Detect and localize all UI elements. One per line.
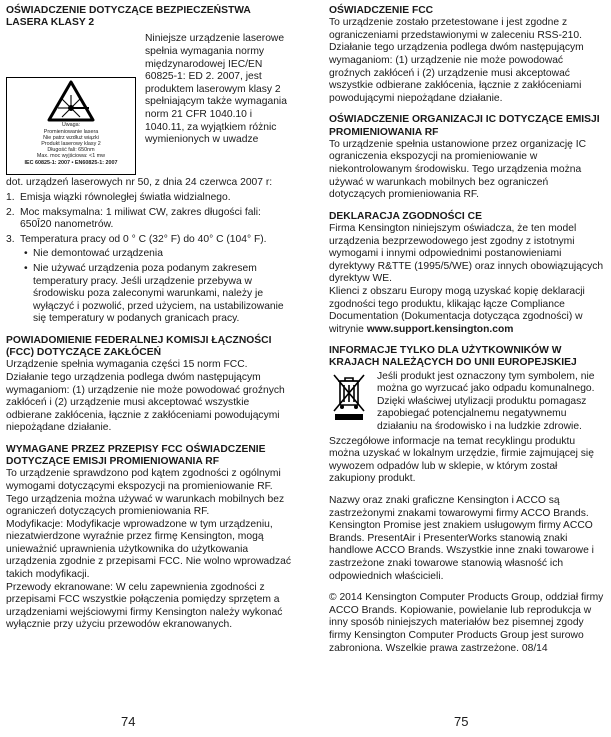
rf-exposure-p1: To urządzenie sprawdzono pod kątem zgodności z ogólnymi wymogami dotyczącymi ekspozycji na promieniowanie RF. Tego urządzenia można używać w warunkach mobilnych bez ograniczeń dotyczących promieniowania RF.: [6, 468, 285, 518]
trademarks-text: Nazwy oraz znaki graficzne Kensington i ACCO są zastrzeżonymi znakami towarowymi firmy ACCO Brands. Kensington Promise jest znakiem usługowym firmy ACCO Brands. PresentAir i PresenterWorks stanowią znaki handlowe ACCO Brands. Wszystkie inne znaki towarowe i zastrzeżone znaki towarowe stanowią własność ich odpowiednich właścicieli.: [329, 495, 594, 582]
bullet-text: Nie używać urządzenia poza podanym zakresem temperatury pracy. Jeśli urządzenie przebywa w środowisku poza zaleconymi warunkami, należy je wyłączyć i pozwolić, przed użyciem, na ustabilizowanie się temperatury w podanych granicach pracy.: [33, 262, 284, 325]
laser-continuation: dot. urządzeń laserowych nr 50, z dnia 24 czerwca 2007 r:: [6, 177, 273, 189]
list-item: [6, 192, 291, 205]
laser-safety-title: OŚWIADCZENIE DOTYCZĄCE BEZPIECZEŃSTWA LASERA KLASY 2: [6, 5, 251, 29]
bullet-text: Nie demontować urządzenia: [33, 248, 163, 260]
label-line: IEC 60825-1: 2007 • EN60825-1: 2007: [24, 159, 118, 166]
laser-hazard-icon: [47, 80, 95, 122]
item-number: 1.: [6, 192, 15, 203]
bullet-dot: •: [24, 248, 28, 260]
laser-block: [6, 33, 291, 178]
ce-p2-text: Klienci z obszaru Europy mogą uzyskać kopię deklaracji zgodności tego produktu, klikając łącze Compliance Documentation (Dokumentacja dotycząca zgodności) w witrynie: [329, 285, 585, 335]
item-number: 2.: [6, 206, 15, 218]
laser-bullet-list: [20, 248, 291, 326]
fcc-interference-title: POWIADOMIENIE FEDERALNEJ KOMISJI ŁĄCZNOŚCI (FCC) DOTYCZĄCE ZAKŁÓCEŃ: [6, 334, 272, 359]
rf-exposure-title: WYMAGANE PRZEZ PRZEPISY FCC OŚWIADCZENIE DOTYCZĄCE EMISJI PROMIENIOWANIA RF: [6, 443, 266, 468]
ce-title: DEKLARACJA ZGODNOŚCI CE: [329, 210, 482, 222]
item-number: 3.: [6, 233, 15, 245]
ce-p1: Firma Kensington niniejszym oświadcza, że ten model urządzenia bezprzewodowego jest zgodny z istotnymi wymogami i innymi odpowiednimi postanowieniami dyrektywy R&TTE (1995/5/WE) oraz innych obowiązujących dyrektyw WE.: [329, 222, 604, 285]
eu-section: [329, 345, 605, 486]
ce-p2: [329, 286, 605, 336]
page-number-left: 74: [121, 714, 136, 729]
fcc-statement-body: To urządzenie zostało przetestowane i jest zgodne z ograniczeniami przedstawionymi w zaleceniu RSS-210. Działanie tego urządzenia podlega dwóm następującym wymaganiom: (1) urządzenie nie może powodować groźnych zakłóceń i (2) urządzenie musi akceptować wszystkie odbierane zakłócenia, łącznie z zakłóceniami powodującymi niepożądane działanie.: [329, 17, 584, 104]
ic-body: To urządzenie spełnia ustanowione przez organizację IC ograniczenia ekspozycji na promieniowanie w niekontrolowanym środowisku. Tego urządzenia można używać w warunkach mobilnych bez ograniczeń dotyczących promieniowania RF.: [329, 138, 586, 201]
list-item: [6, 234, 291, 247]
eu-recycling-text: Szczegółowe informacje na temat recyklingu produktu można uzyskać w lokalnym urzędzie, firmie zajmującej się wywozem odpadów lub w sklepie, w którym został zakupiony produkt.: [329, 435, 594, 485]
laser-spec-list: [6, 192, 291, 246]
fcc-statement-title: OŚWIADCZENIE FCC: [329, 5, 434, 16]
rf-exposure-p2: Modyfikacje: Modyfikacje wprowadzone w tym urządzeniu, niezatwierdzone wyraźnie przez firmę Kensington, mogą unieważnić uprawnienia użytkownika do użytkowania urządzenia zgodnie z przepisami FCC. Nie wolno wprowadzać takich modyfikacji.: [6, 518, 292, 581]
item-text: Emisja wiązki równoległej światła widzialnego.: [20, 192, 231, 203]
support-link[interactable]: www.support.kensington.com: [366, 323, 514, 335]
ce-section: [329, 211, 605, 337]
label-line: Promieniowanie lasera: [43, 128, 99, 135]
weee-block: [329, 371, 605, 434]
label-line: Uwaga:: [61, 122, 81, 129]
ic-section: [329, 114, 605, 201]
bullet-item: [20, 263, 291, 326]
eu-title: INFORMACJE TYLKO DLA UŻYTKOWNIKÓW W KRAJACH NALEŻĄCYCH DO UNII EUROPEJSKIEJ: [329, 345, 577, 369]
left-page: [6, 5, 291, 632]
rf-exposure-section: [6, 444, 291, 632]
weee-text: Jeśli produkt jest oznaczony tym symbolem, nie można go wyrzucać jako odpadu komunalnego. Dzięki właściwej utylizacji produktu pomagasz zapobiegać potencjalnemu negatywnemu działaniu na środowisko i na ludzkie zdrowie.: [377, 370, 595, 433]
item-text: Temperatura pracy od 0 ° C (32° F) do 40° C (104° F).: [20, 233, 267, 245]
fcc-interference-section: [6, 335, 291, 435]
laser-side-text: Niniejsze urządzenie laserowe spełnia wymagania normy międzynarodowej IEC/EN 60825-1: ED 2. 2007, jest produktem laserowym klasy 2 spełniającym także wymagania norm 21 CFR 1040.10 i 1040.11, za wyjątkiem różnic wymienionych w uwadze: [145, 33, 287, 146]
fcc-statement-section: [329, 5, 605, 105]
weee-bin-icon: [329, 371, 369, 434]
label-line: Nie patrz wzdłuż wiązki: [43, 134, 99, 141]
right-page: [329, 5, 605, 655]
label-line: Max. moc wyjściowa: <1 mw: [36, 153, 106, 160]
rf-exposure-p3: Przewody ekranowane: W celu zapewnienia zgodności z przepisami FCC wszystkie połączenia pomiędzy sprzętem a urządzeniami wejściowymi firmy Kensington należy wykonać wyłącznie przy użyciu przewodów ekranowanych.: [6, 581, 283, 631]
list-item: [6, 207, 291, 232]
label-line: Produkt laserowy klasy 2: [41, 141, 101, 148]
item-text: Moc maksymalna: 1 miliwat CW, zakres długości fali: 650Ī20 nanometrów.: [20, 206, 261, 231]
page-number-right: 75: [454, 714, 469, 729]
copyright-text: © 2014 Kensington Computer Products Group, oddział firmy ACCO Brands. Kopiowanie, powielanie lub reprodukcja w inny sposób niniejszych materiałów bez pisemnej zgody firmy Kensington Computer Products Group jest surowo zabroniona. Wszelkie prawa zastrzeżone. 08/14: [329, 592, 604, 654]
ic-title: OŚWIADCZENIE ORGANIZACJI IC DOTYCZĄCE EMISJI PROMIENIOWANIA RF: [329, 114, 600, 138]
bullet-dot: •: [24, 262, 28, 274]
label-line: Długość fali: 650nm: [47, 147, 95, 154]
fcc-interference-body: Urządzenie spełnia wymagania części 15 norm FCC. Działanie tego urządzenia podlega dwóm następującym wymaganiom: (1) urządzenie nie może powodować groźnych zakłóceń i (2) urządzenie musi akceptować wszystkie odbierane zakłócenia, łącznie z zakłóceniami powodującymi niepożądane działanie.: [6, 359, 285, 434]
bullet-item: [20, 248, 291, 261]
laser-warning-label: [6, 77, 136, 175]
